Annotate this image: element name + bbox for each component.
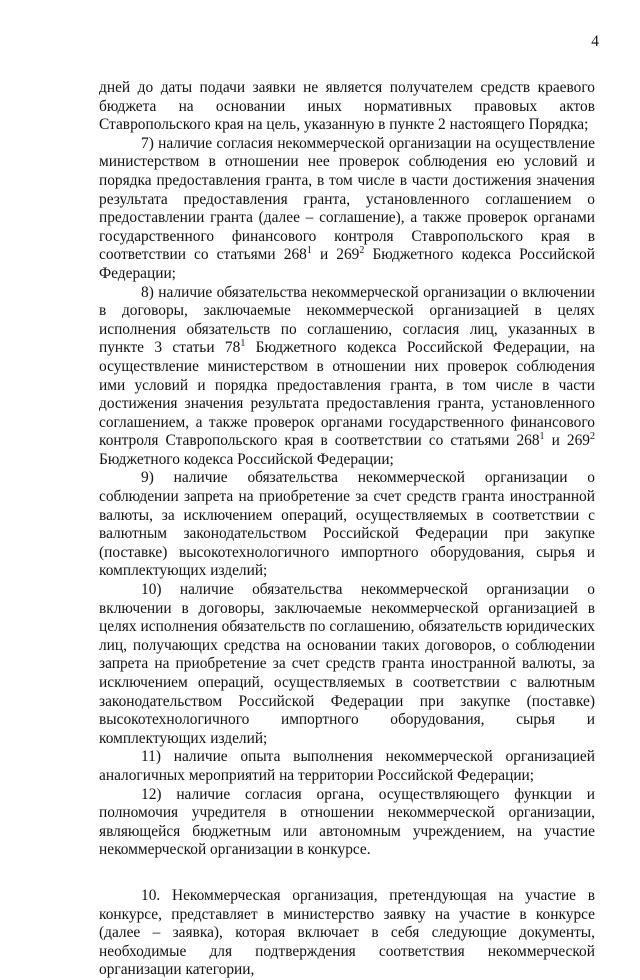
item-8-text-d: Бюджетного кодекса Российской Федерации;	[99, 450, 394, 468]
superscript: 2	[590, 431, 595, 443]
superscript: 1	[240, 338, 246, 350]
page-number: 4	[591, 33, 599, 50]
paragraph-section-10: 10. Некоммерческая организация, претендующая на участие в конкурсе, представляет в министерство заявку на участие в конкурсе (далее – заявка), которая включает в себя следующие документы, необходимые для подтверждения соответствия некоммерческой организации категории,	[99, 886, 595, 979]
paragraph-item-10: 10) наличие обязательства некоммерческой организации о включении в договоры, заключаемые некоммерческой организацией в целях исполнения обязательств по соглашению, обязательств юридических лиц, получающих средства на основании таких договоров, о соблюдении запрета на приобретение за счет средств гранта иностранной валюты, за исключением операций, осуществляемых в соответствии с валютным законодательством Российской Федерации при закупке (поставке) высокотехнологичного импортного оборудования, сырья и комплектующих изделий;	[99, 581, 595, 747]
item-8-text-c: и 269	[544, 432, 590, 450]
item-8-text-a: 8) наличие обязательства некоммерческой организации о включении в договоры, заключаемые некоммерческой организацией в целях исполнения обязательств по соглашению, согласия лиц, указанных в пункте 3 статьи 78	[99, 283, 595, 357]
item-8-text-b: Бюджетного кодекса Российской Федерации, на осуществление министерством в отношении них проверок соблюдения ими условий и порядка предоставления гранта, в том числе в части достижения значения результата предоставления гранта, установленного соглашением, а также проверок органами государственного финансового контроля Ставропольского края в соответствии со статьями 268	[99, 339, 595, 450]
item-7-text-c: Бюджетного кодекса Российской Федерации;	[99, 246, 595, 282]
superscript: 1	[539, 431, 545, 443]
paragraph-intro: дней до даты подачи заявки не является получателем средств краевого бюджета на основании иных нормативных правовых актов Ставропольского края на цель, указанную в пункте 2 настоящего Порядка;	[99, 79, 595, 134]
paragraph-item-9: 9) наличие обязательства некоммерческой организации о соблюдении запрета на приобретение за счет средств гранта иностранной валюты, за исключением операций, осуществляемых в соответствии с валютным законодательством Российской Федерации при закупке (поставке) высокотехнологичного импортного оборудования, сырья и комплектующих изделий;	[99, 469, 595, 580]
paragraph-item-11: 11) наличие опыта выполнения некоммерческой организацией аналогичных мероприятий на территории Российской Федерации;	[99, 748, 595, 784]
item-7-text-a: 7) наличие согласия некоммерческой организации на осуществление министерством в отношении нее проверок соблюдения ею условий и порядка предоставления гранта, в том числе в части достижения значения результата предоставления гранта, установленного соглашением о предоставлении гранта (далее – соглашение), а также проверок органами государственного финансового контроля Ставропольского края в соответствии со статьями 268	[99, 134, 595, 264]
paragraph-item-7	[99, 135, 595, 284]
item-7-text-b: и 269	[311, 246, 360, 264]
paragraph-item-8	[99, 284, 595, 470]
superscript: 2	[359, 245, 365, 257]
superscript: 1	[306, 245, 312, 257]
document-body	[99, 79, 595, 980]
paragraph-item-12: 12) наличие согласия органа, осуществляющего функции и полномочия учредителя в отношении некоммерческой организации, являющейся бюджетным или автономным учреждением, на участие некоммерческой организации в конкурсе.	[99, 785, 595, 859]
